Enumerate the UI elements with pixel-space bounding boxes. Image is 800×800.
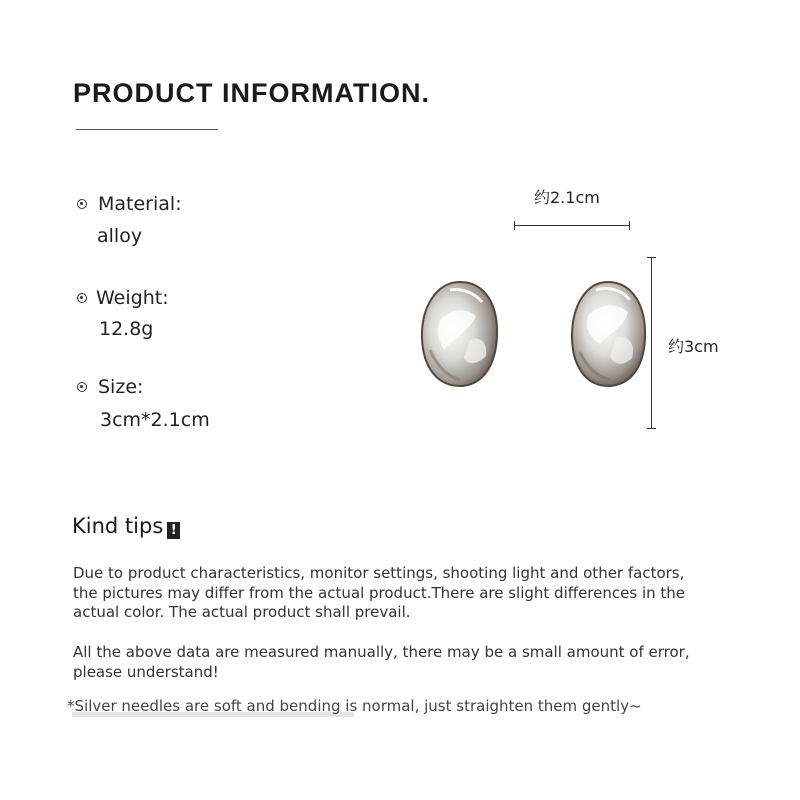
spec-size-value: 3cm*2.1cm [100,409,210,431]
spec-material-label: Material: [98,193,182,215]
kind-tips-title [72,514,180,539]
spec-material-value: alloy [97,225,143,247]
silver-needle-note: *Silver needles are soft and bending is normal, just straighten them gently~ [67,697,642,715]
earring-left-image [420,280,500,388]
spec-weight-value: 12.8g [99,318,154,340]
spec-size-label: Size: [98,376,144,398]
disclaimer-paragraph: Due to product characteristics, monitor settings, shooting light and other factors, the pictures may differ from the actual product.There are slight differences in the actual color. The actual product shall prevail. [73,564,685,621]
page-title: PRODUCT INFORMATION. [73,78,430,108]
kind-tips-title-text: Kind tips [72,514,164,538]
title-underline [76,129,218,130]
measurement-paragraph: All the above data are measured manually, there may be a small amount of error, please understand! [73,643,690,681]
earring-right-image [570,280,648,388]
exclamation-icon: ! [167,522,180,539]
bullet-icon [77,199,87,209]
width-dimension-label: 约2.1cm [534,188,600,207]
height-dimension-label: 约3cm [668,337,719,356]
height-dimension-line [651,257,652,429]
bullet-icon [77,382,87,392]
bullet-icon [77,293,87,303]
spec-weight-label: Weight: [96,287,169,309]
width-dimension-line [514,225,630,226]
